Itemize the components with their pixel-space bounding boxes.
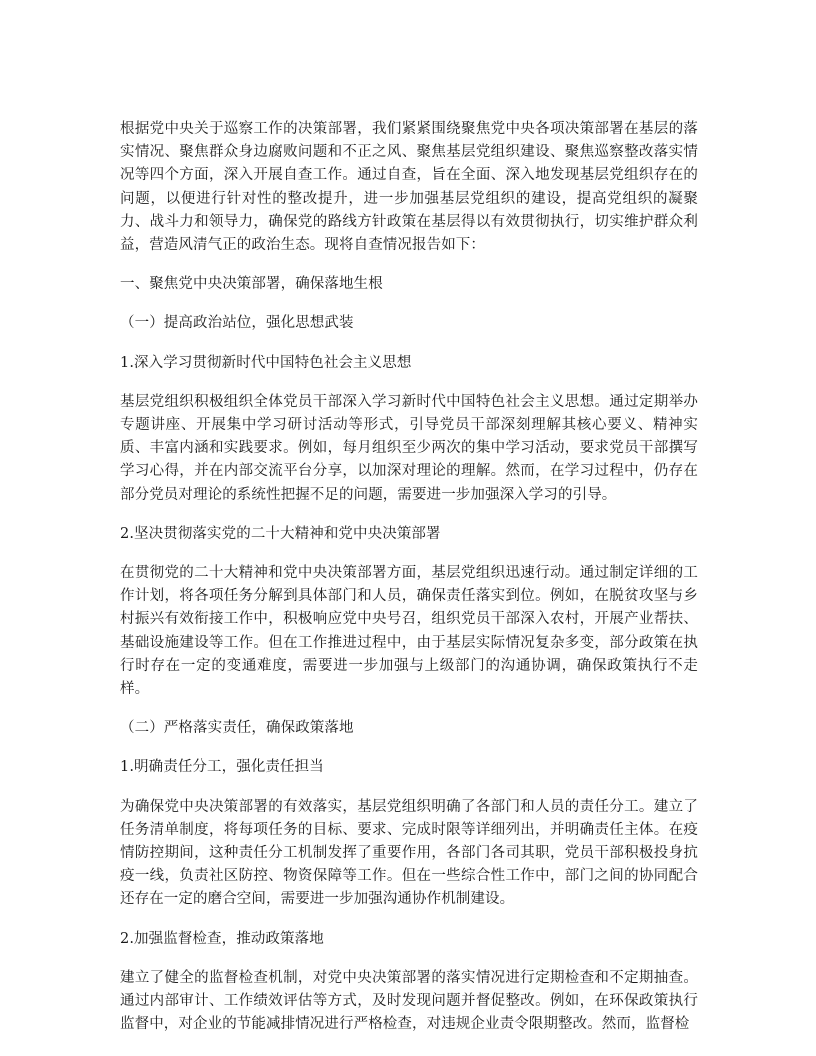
item-2-body: 在贯彻党的二十大精神和党中央决策部署方面，基层党组织迅速行动。通过制定详细的工作计划，将各项任务分解到具体部门和人员，确保责任落实到位。例如，在脱贫攻坚与乡村振兴有效衔接工作中，积极响应党中央号召，组织党员干部深入农村，开展产业帮扶、基础设施建设等工作。但在工作推进过程中，由于基层实际情况复杂多变，部分政策在执行时存在一定的变通难度，需要进一步加强与上级部门的沟通协调，确保政策执行不走样。 (120, 565, 698, 698)
item-4-title: 2.加强监督检查，推动政策落地 (120, 930, 324, 947)
item-2-title: 2.坚决贯彻落实党的二十大精神和党中央决策部署 (120, 525, 441, 542)
item-4-body: 建立了健全的监督检查机制，对党中央决策部署的落实情况进行定期检查和不定期抽查。通过内部审计、工作绩效评估等方式，及时发现问题并督促整改。例如，在环保政策执行监督中，对企业的节能减排情况进行严格检查，对违规企业责令限期整改。然而，监督检 (120, 969, 698, 1033)
item-1-title: 1.深入学习贯彻新时代中国特色社会主义思想 (120, 354, 412, 371)
intro-paragraph: 根据党中央关于巡察工作的决策部署，我们紧紧围绕聚焦党中央各项决策部署在基层的落实情况、聚焦群众身边腐败问题和不正之风、聚焦基层党组织建设、聚焦巡察整改落实情况等四个方面，深入开展自查工作。通过自查，旨在全面、深入地发现基层党组织存在的问题，以便进行针对性的整改提升，进一步加强基层党组织的建设，提高党组织的凝聚力、战斗力和领导力，确保党的路线方针政策在基层得以有效贯彻执行，切实维护群众利益，营造风清气正的政治生态。现将自查情况报告如下： (120, 121, 698, 254)
subsection-1-title: （一）提高政治站位，强化思想武装 (120, 315, 354, 332)
item-3-body: 为确保党中央决策部署的有效落实，基层党组织明确了各部门和人员的责任分工。建立了任务清单制度，将每项任务的目标、要求、完成时限等详细列出，并明确责任主体。在疫情防控期间，这种责任分工机制发挥了重要作用，各部门各司其职，党员干部积极投身抗疫一线，负责社区防控、物资保障等工作。但在一些综合性工作中，部门之间的协同配合还存在一定的磨合空间，需要进一步加强沟通协作机制建设。 (120, 798, 698, 908)
document-page (120, 118, 698, 1053)
subsection-2-title: （二）严格落实责任，确保政策落地 (120, 720, 354, 737)
item-3-title: 1.明确责任分工，强化责任担当 (120, 759, 324, 776)
item-1-body: 基层党组织积极组织全体党员干部深入学习新时代中国特色社会主义思想。通过定期举办专题讲座、开展集中学习研讨活动等形式，引导党员干部深刻理解其核心要义、精神实质、丰富内涵和实践要求。例如，每月组织至少两次的集中学习活动，要求党员干部撰写学习心得，并在内部交流平台分享，以加深对理论的理解。然而，在学习过程中，仍存在部分党员对理论的系统性把握不足的问题，需要进一步加强深入学习的引导。 (120, 393, 698, 503)
section-1-title: 一、聚焦党中央决策部署，确保落地生根 (120, 276, 383, 293)
